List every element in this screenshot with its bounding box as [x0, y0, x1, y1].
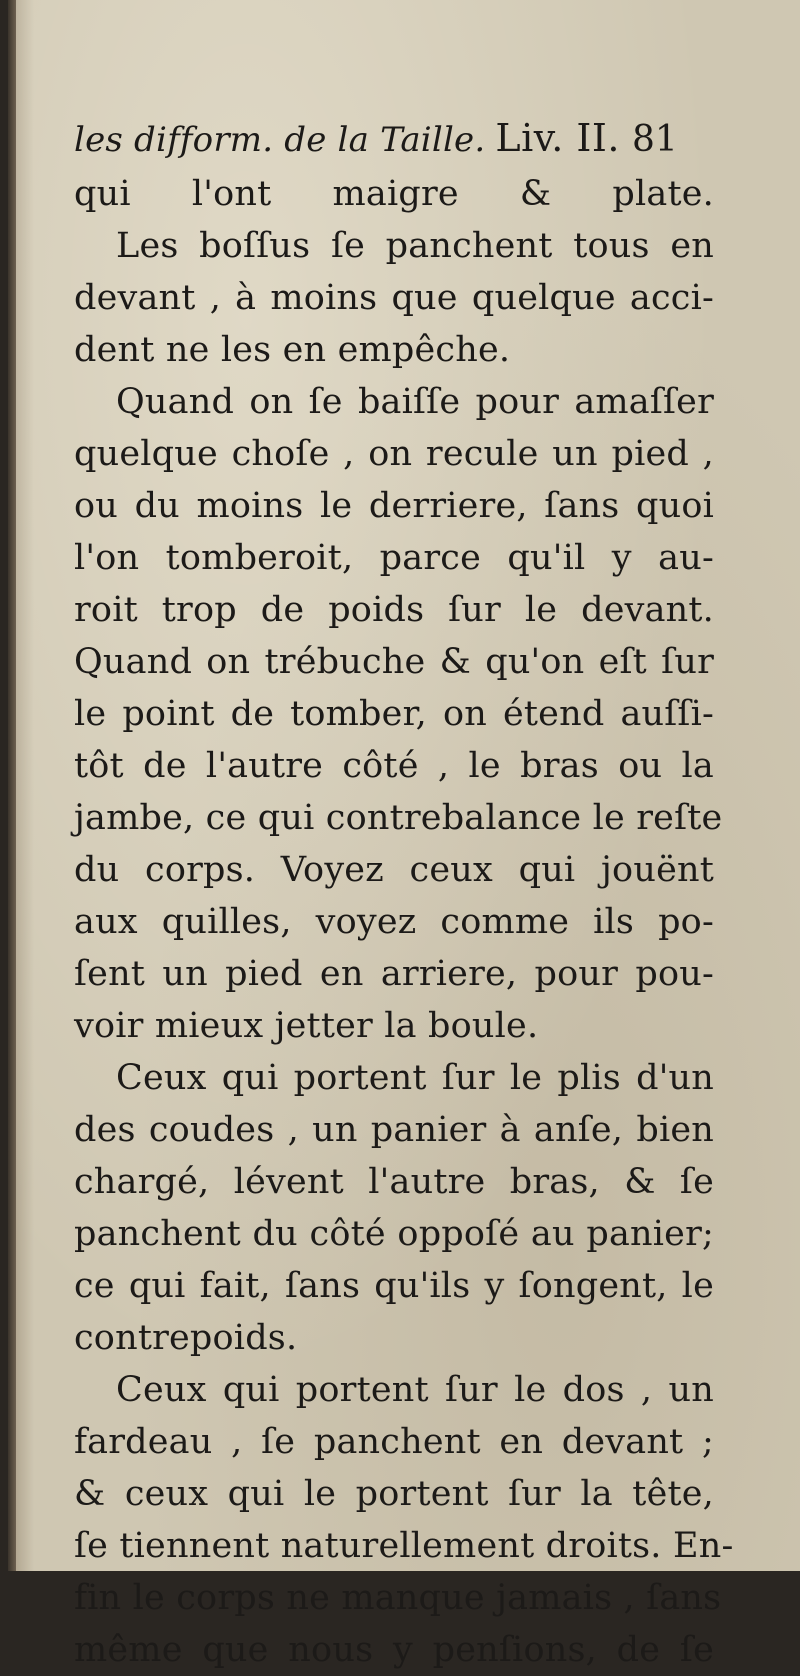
text-line: Ceux qui portent ſur le plis d'un — [116, 1058, 714, 1098]
text-line: panchent du côté oppoſé au panier; — [74, 1214, 714, 1254]
text-line: ſe tiennent naturellement droits. En- — [74, 1526, 734, 1566]
text-line: du corps. Voyez ceux qui jouënt — [74, 850, 714, 890]
text-line: & ceux qui le portent ſur la tête, — [74, 1474, 714, 1514]
text-line: l'on tomberoit, parce qu'il y au- — [74, 538, 714, 578]
book-number: Liv. II. — [495, 116, 620, 160]
text-line: des coudes , un panier à anſe, bien — [74, 1110, 714, 1150]
book-page — [8, 0, 800, 1670]
text-line: aux quilles, voyez comme ils po- — [74, 902, 714, 942]
running-title: les difform. de la Taille. — [74, 120, 486, 160]
text-line: devant , à moins que quelque acci- — [74, 278, 714, 318]
text-line: contrepoids. — [74, 1318, 298, 1358]
text-line: Les boſſus ſe panchent tous en — [116, 226, 714, 266]
running-header — [74, 108, 714, 168]
text-line: Quand on trébuche & qu'on eſt ſur — [74, 642, 714, 682]
text-line: tôt de l'autre côté , le bras ou la — [74, 746, 714, 786]
text-line: fin le corps ne manque jamais , ſans — [74, 1578, 722, 1618]
text-line: voir mieux jetter la boule. — [74, 1006, 539, 1046]
text-line: ou du moins le derriere, ſans quoi — [74, 486, 714, 526]
book-spine — [8, 0, 16, 1571]
text-line: qui l'ont maigre & plate. — [74, 174, 714, 214]
text-line: le point de tomber, on étend auſſi- — [74, 694, 714, 734]
page-text-block — [74, 108, 734, 1676]
text-line: Quand on ſe baiſſe pour amaſſer — [116, 382, 714, 422]
text-line: chargé, lévent l'autre bras, & ſe — [74, 1162, 714, 1202]
text-line: ce qui fait, ſans qu'ils y ſongent, le — [74, 1266, 714, 1306]
text-line: fardeau , ſe panchent en devant ; — [74, 1422, 714, 1462]
text-line: Ceux qui portent ſur le dos , un — [116, 1370, 714, 1410]
text-line: ſent un pied en arriere, pour pou- — [74, 954, 714, 994]
text-line: roit trop de poids ſur le devant. — [74, 590, 714, 630]
page-number: 81 — [631, 119, 678, 160]
text-line: même que nous y penſions, de ſe — [74, 1630, 714, 1670]
text-line: quelque choſe , on recule un pied , — [74, 434, 714, 474]
text-line: dent ne les en empêche. — [74, 330, 511, 370]
text-line: jambe, ce qui contrebalance le reſte — [74, 798, 723, 838]
